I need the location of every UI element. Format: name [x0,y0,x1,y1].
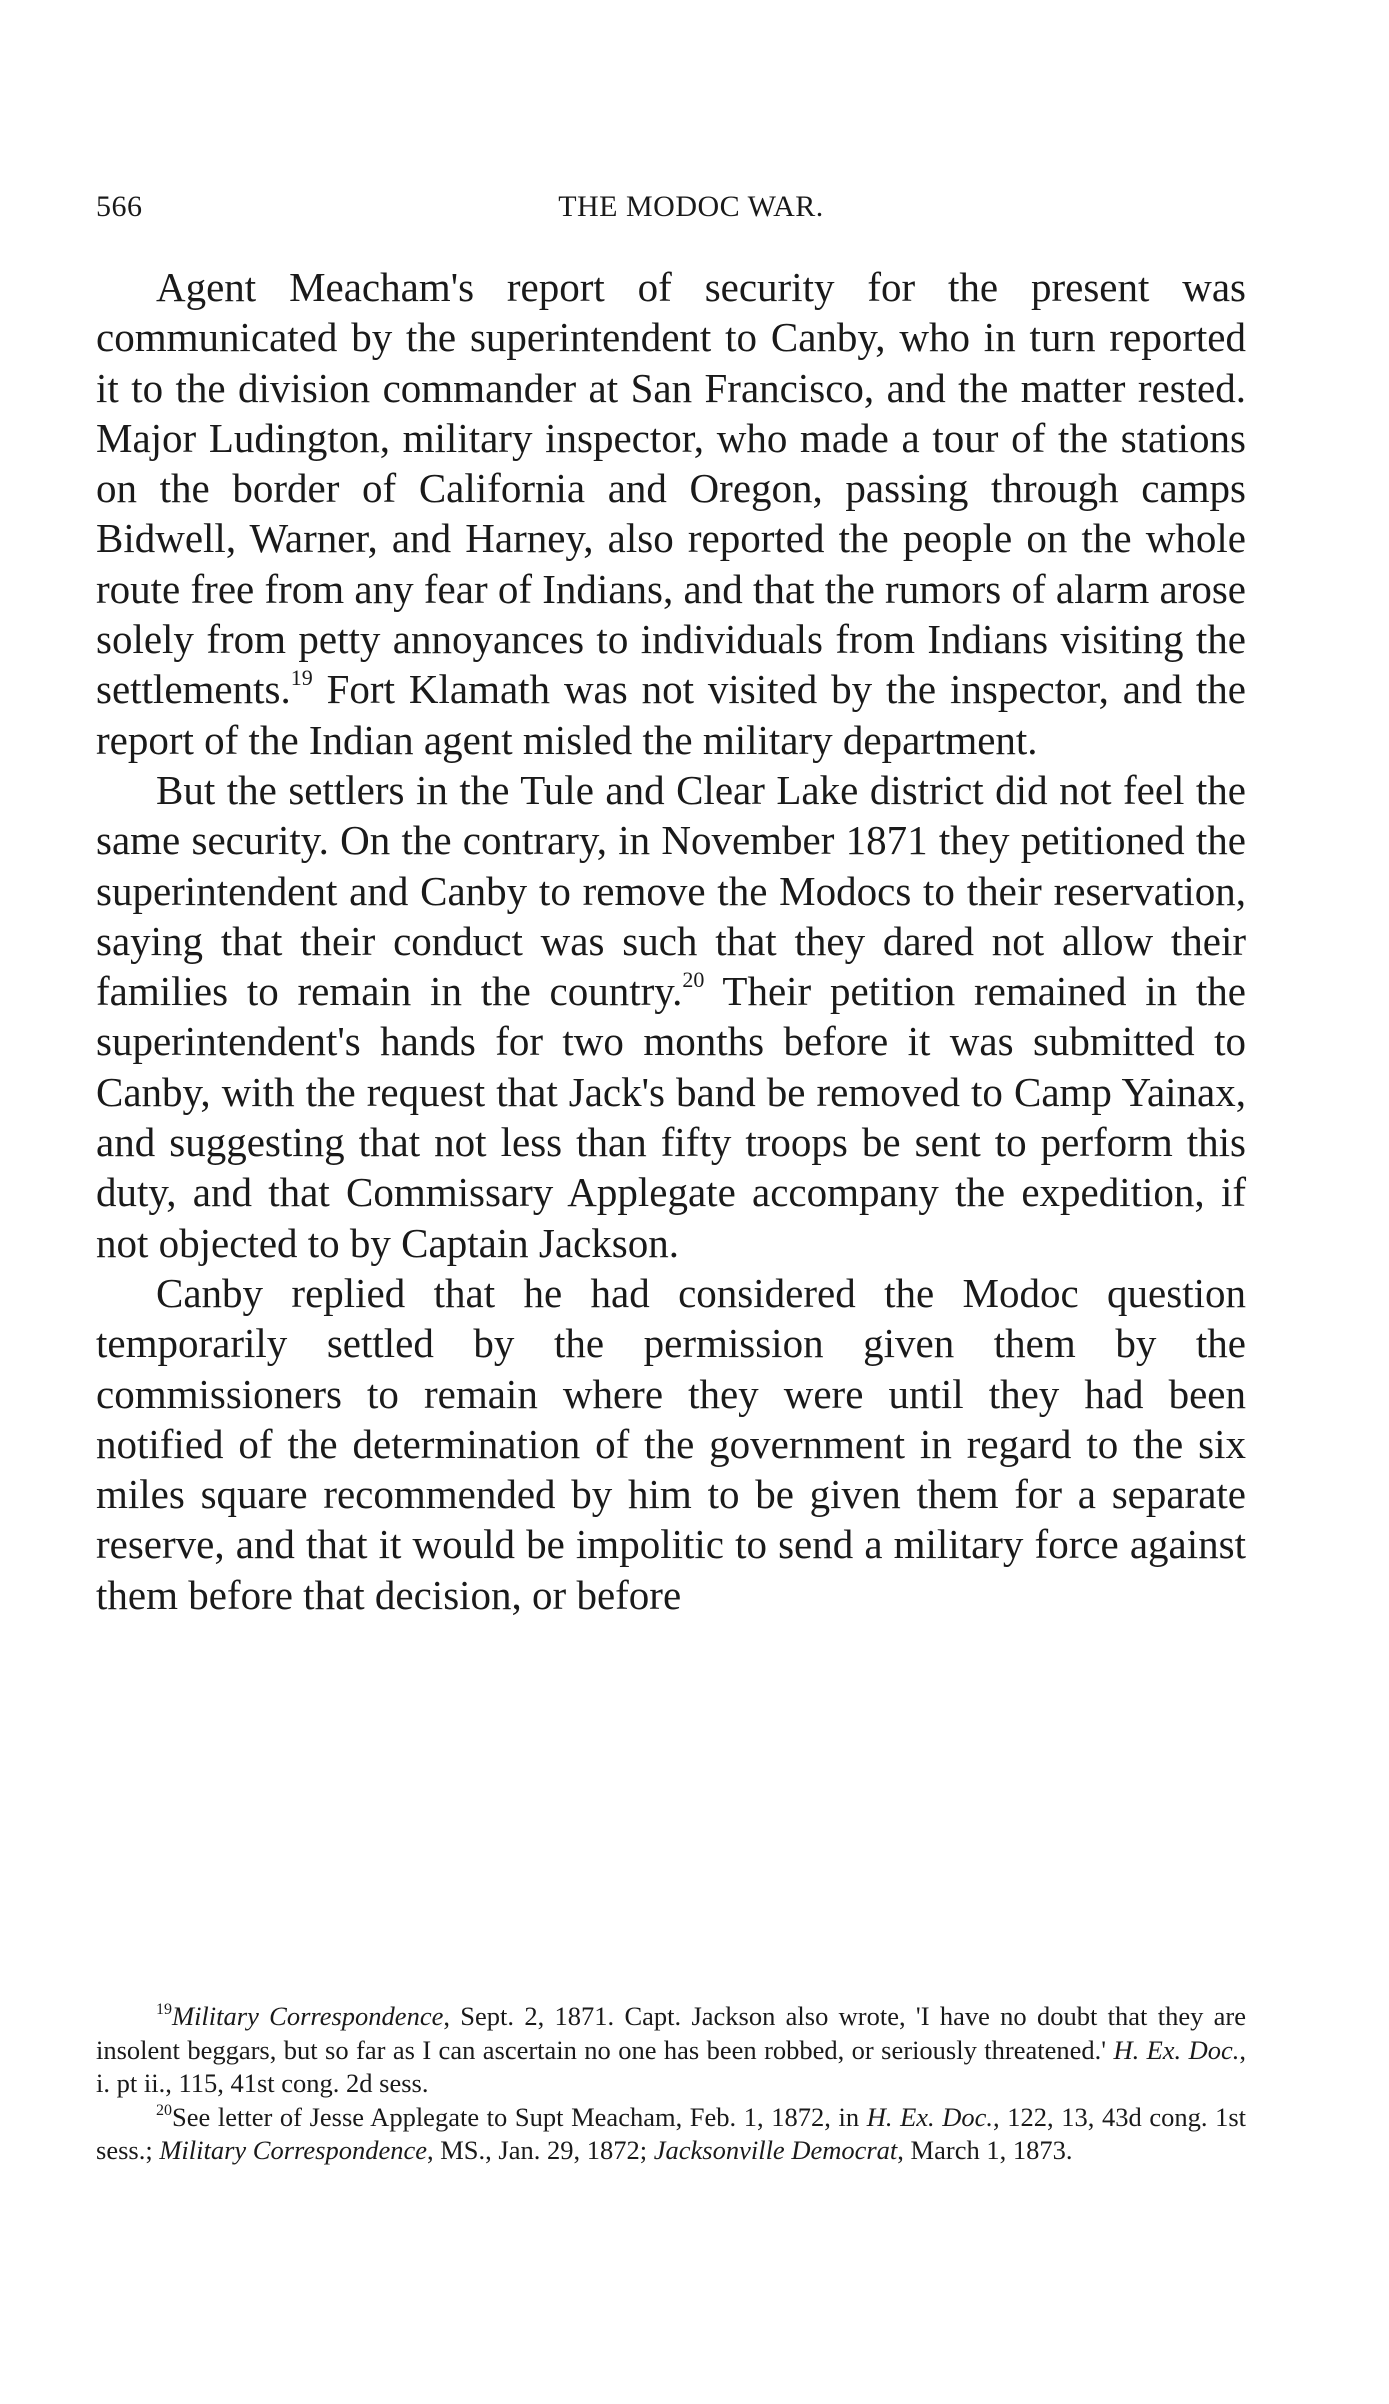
text-run: , i. pt ii., 115, 41st cong. 2d sess. [96,2034,1246,2098]
footnote-marker: 20 [682,967,705,993]
text-run: , MS., Jan. 29, 1872; [426,2135,654,2165]
footnote [96,2101,1246,2168]
italic-citation: H. Ex. Doc. [1113,2034,1240,2065]
footnote [96,2000,1246,2101]
body-paragraph [96,1268,1246,1620]
italic-citation: H. Ex. Doc. [866,2101,994,2132]
footnote-marker: 20 [156,2101,172,2119]
text-run: Their petition remained in the superintendent's hands for two months before it was submitted to Canby, with the request that Jack's band be removed to Camp Yainax, and suggesting that not less than fifty troops be sent to perform this duty, and that Commissary Applegate accompany the expedition, if not objected to by Captain Jackson. [96,968,1246,1266]
text-run: , Sept. 2, 1871. Capt. Jackson also wrote, 'I have no doubt that they are insolent beggars, but so far as I can ascertain no one has been robbed, or seriously threatened.' [96,2001,1246,2065]
footnote-marker: 19 [290,665,313,691]
italic-citation: Military Correspondence [172,2001,444,2031]
body-paragraph [96,765,1246,1268]
text-run: But the settlers in the Tule and Clear Lake district did not feel the same security. On the contrary, in November 1871 they petitioned the superintendent and Canby to remove the Modocs to their reservation, saying that their conduct was such that they dared not allow their families to remain in the country. [96,766,1246,1015]
body-text [96,262,1246,1620]
body-paragraph [96,262,1246,765]
text-run: , 122, 13, 43d cong. 1st sess.; [96,2101,1246,2165]
italic-citation: Jacksonville Democrat [653,2135,898,2165]
footnotes [96,2000,1246,2168]
text-run: Fort Klamath was not visited by the inspector, and the report of the Indian agent misled the military department. [96,666,1246,763]
text-run: Agent Meacham's report of security for the present was communicated by the superintendent to Canby, who in turn reported it to the division commander at San Francisco, and the matter rested. Major Ludington, military inspector, who made a tour of the stations on the border of California and Oregon, passing through camps Bidwell, Warner, and Harney, also reported the people on the whole route free from any fear of Indians, and that the rumors of alarm arose solely from petty annoyances to individuals from Indians visiting the settlements. [96,264,1246,713]
page-number: 566 [96,190,143,223]
running-head [96,190,1246,230]
text-run: See letter of Jesse Applegate to Supt Meacham, Feb. 1, 1872, in [172,2101,867,2132]
running-title: THE MODOC WAR. [558,190,824,223]
italic-citation: Military Correspondence [159,2135,427,2165]
footnote-marker: 19 [156,2001,172,2018]
text-run: Canby replied that he had considered the Modoc question temporarily settled by the permission given them by the commissioners to remain where they were until they had been notified of the determination of the government in regard to the six miles square recommended by him to be given them for a separate reserve, and that it would be impolitic to send a military force against them before that decision, or before [96,1269,1246,1618]
text-run: , March 1, 1873. [897,2135,1073,2165]
